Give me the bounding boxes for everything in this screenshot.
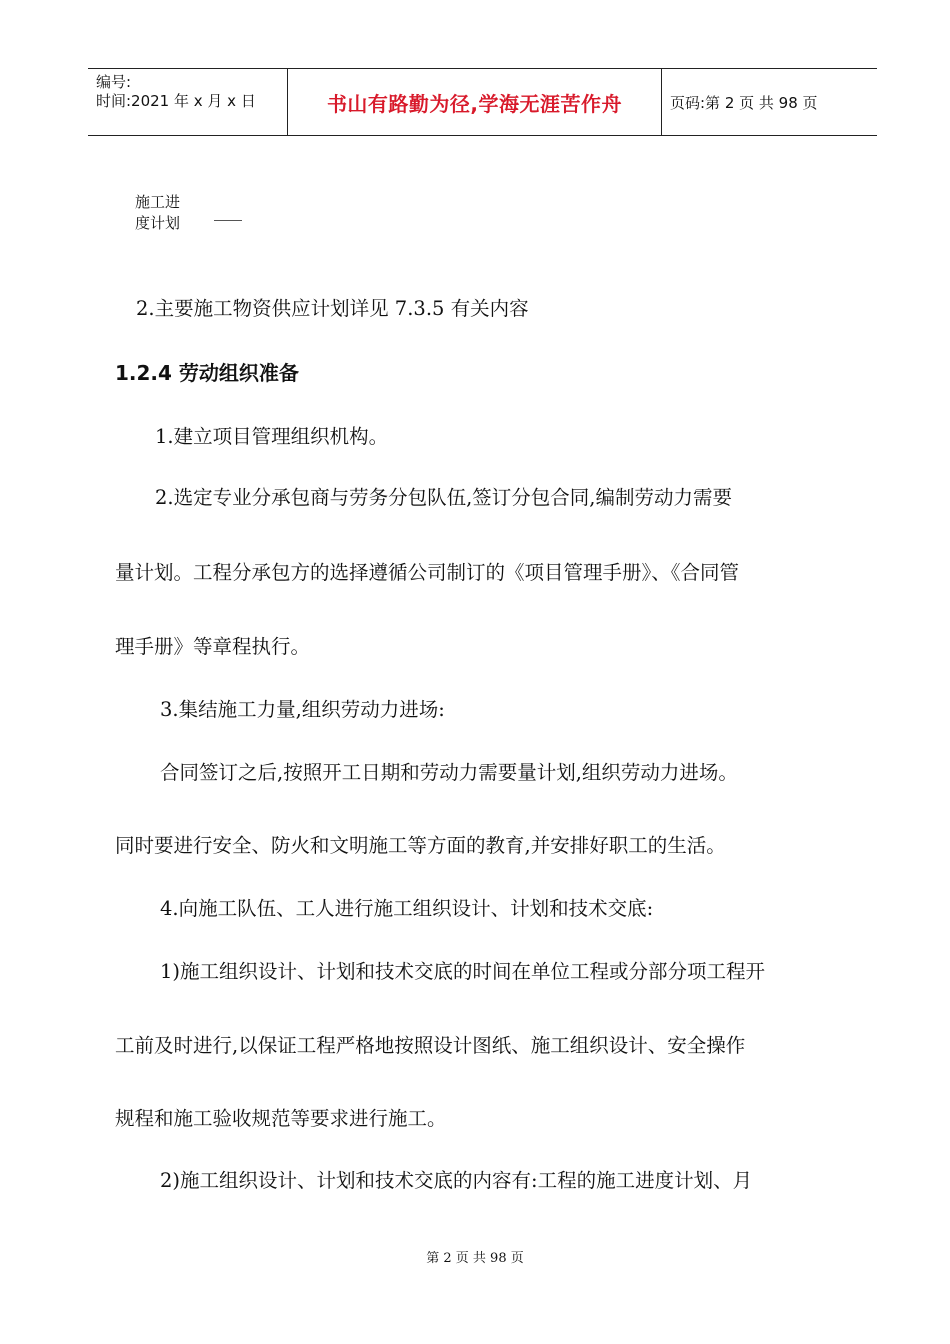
paragraph-item-4: 4.向施工队伍、工人进行施工组织设计、计划和技术交底: [160, 897, 654, 920]
motto-text: 书山有路勤为径,学海无涯苦作舟 [326, 91, 623, 116]
time-label: 时间:2021 年 x 月 x 日 [96, 92, 256, 110]
paragraph-supply-plan: 2.主要施工物资供应计划详见 7.3.5 有关内容 [136, 297, 529, 320]
paragraph-item-2-line-2: 量计划。工程分承包方的选择遵循公司制订的《项目管理手册》、《合同管 [115, 561, 740, 584]
page-header [88, 68, 877, 136]
header-motto-cell [288, 69, 662, 135]
paragraph-sub-1-line-1: 1)施工组织设计、计划和技术交底的时间在单位工程或分部分项工程开 [160, 960, 766, 983]
paragraph-item-1: 1.建立项目管理组织机构。 [155, 425, 389, 448]
paragraph-mobilize-line-1: 合同签订之后,按照开工日期和劳动力需要量计划,组织劳动力进场。 [160, 761, 738, 784]
fragment-line-2: 度计划 [135, 214, 181, 232]
paragraph-sub-1-line-2: 工前及时进行,以保证工程严格地按照设计图纸、施工组织设计、安全操作 [115, 1034, 746, 1057]
page-footer [0, 1247, 950, 1266]
paragraph-item-2-line-3: 理手册》等章程执行。 [115, 635, 311, 658]
number-label: 编号: [96, 73, 132, 91]
paragraph-sub-2-line-1: 2)施工组织设计、计划和技术交底的内容有:工程的施工进度计划、月 [160, 1169, 753, 1192]
fragment-dash [214, 220, 242, 221]
header-meta [88, 69, 288, 135]
paragraph-item-3: 3.集结施工力量,组织劳动力进场: [160, 698, 445, 721]
section-heading: 1.2.4 劳动组织准备 [115, 361, 299, 385]
page-info: 页码:第 2 页 共 98 页 [670, 93, 818, 112]
header-page-cell [662, 69, 877, 135]
footer-page-label: 第 2 页 共 98 页 [426, 1251, 524, 1266]
fragment-line-1: 施工进 [135, 193, 181, 211]
paragraph-sub-1-line-3: 规程和施工验收规范等要求进行施工。 [115, 1107, 447, 1130]
paragraph-mobilize-line-2: 同时要进行安全、防火和文明施工等方面的教育,并安排好职工的生活。 [115, 834, 726, 857]
paragraph-item-2-line-1: 2.选定专业分承包商与劳务分包队伍,签订分包合同,编制劳动力需要 [155, 486, 733, 509]
schedule-fragment [135, 192, 180, 234]
